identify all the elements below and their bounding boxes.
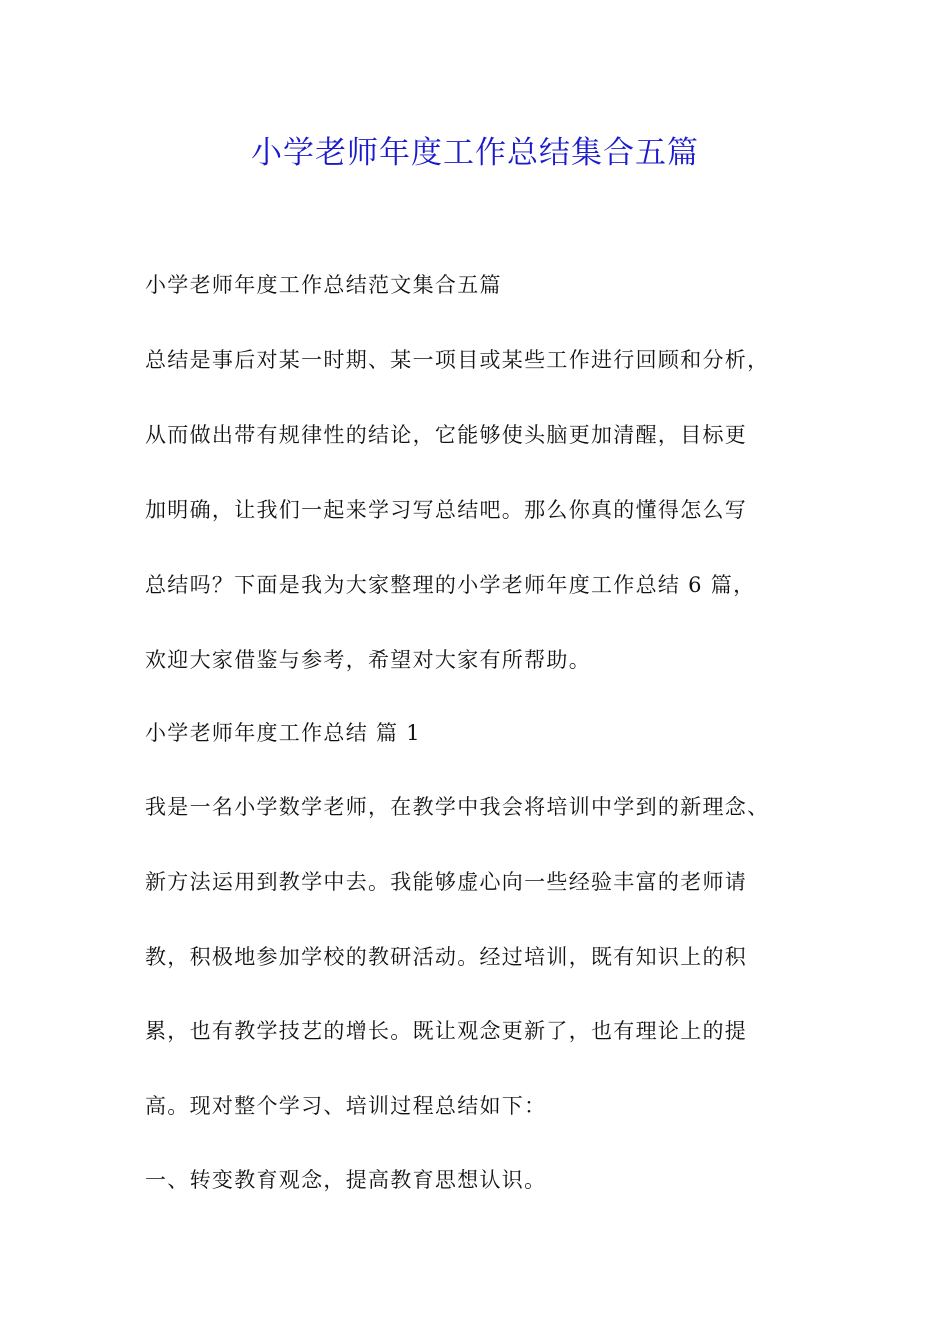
document-title: 小学老师年度工作总结集合五篇: [251, 135, 699, 171]
body-line-2: 新方法运用到教学中去。我能够虚心向一些经验丰富的老师请: [145, 870, 748, 894]
body-line-6: 一、转变教育观念，提高教育思想认识。: [145, 1168, 547, 1192]
section-heading-1: 小学老师年度工作总结 篇 1: [145, 721, 421, 745]
body-line-4: 累，也有教学技艺的增长。既让观念更新了，也有理论上的提: [145, 1019, 748, 1043]
intro-line-1: 总结是事后对某一时期、某一项目或某些工作进行回顾和分析，: [145, 348, 770, 372]
body-line-5: 高。现对整个学习、培训过程总结如下：: [145, 1094, 547, 1118]
subtitle-line: 小学老师年度工作总结范文集合五篇: [145, 273, 502, 297]
body-line-3: 教，积极地参加学校的教研活动。经过培训，既有知识上的积: [145, 945, 748, 969]
intro-line-5: 欢迎大家借鉴与参考，希望对大家有所帮助。: [145, 648, 591, 672]
body-line-1: 我是一名小学数学老师，在教学中我会将培训中学到的新理念、: [145, 795, 770, 819]
intro-line-3: 加明确，让我们一起来学习写总结吧。那么你真的懂得怎么写: [145, 498, 748, 522]
intro-line-4: 总结吗？下面是我为大家整理的小学老师年度工作总结 6 篇，: [145, 573, 756, 597]
intro-line-2: 从而做出带有规律性的结论，它能够使头脑更加清醒，目标更: [145, 423, 748, 447]
